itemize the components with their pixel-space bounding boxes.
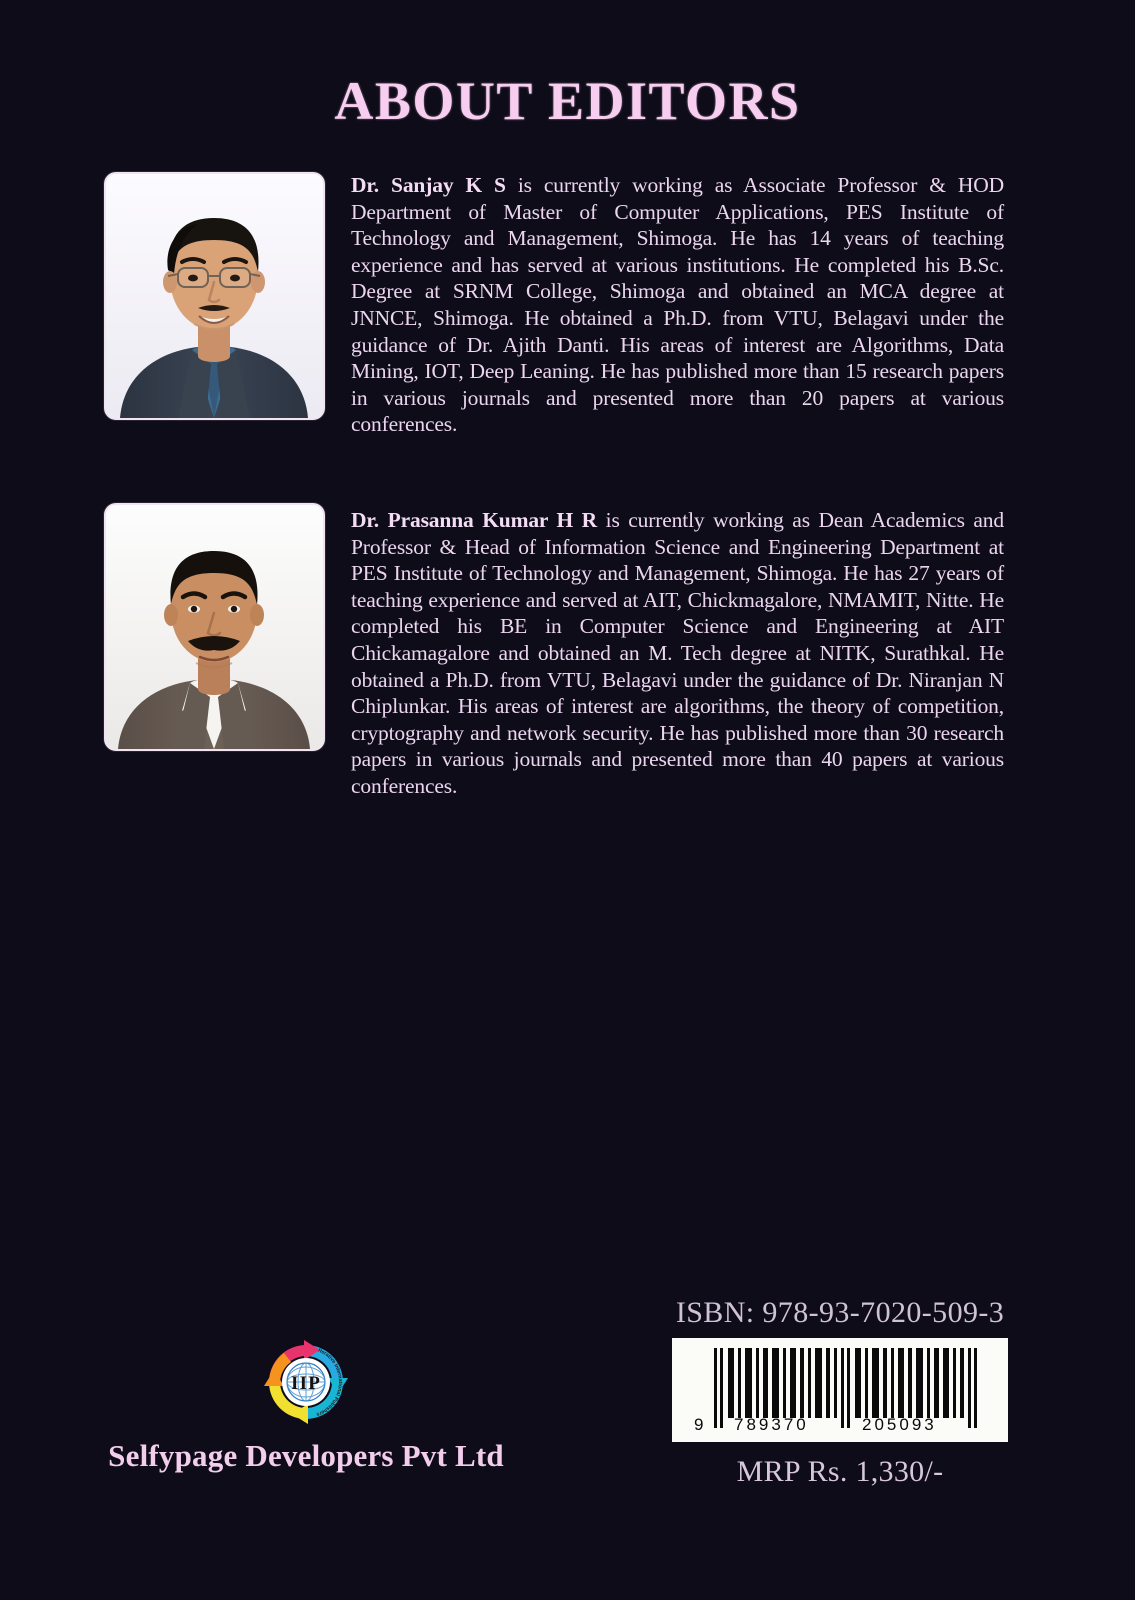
iip-logo-text: IIP	[291, 1373, 321, 1394]
barcode-group-2: 205093	[862, 1415, 937, 1434]
editor-photo-2	[104, 503, 325, 751]
editor-name-1: Dr. Sanjay K S	[351, 173, 506, 197]
ean13-barcode-icon	[672, 1338, 1008, 1442]
publisher-name: Selfypage Developers Pvt Ltd	[108, 1438, 504, 1473]
portrait-illustration	[106, 505, 323, 749]
editor-bio-text-1: is currently working as Associate Professor & HOD Department of Master of Computer Applications, PES Institute of Technology and Management, Shimoga. He has 14 years of teaching experience and has served at various institutions. He completed his B.Sc. Degree at SRNM College, Shimoga and obtained an MCA degree at JNNCE, Shimoga. He obtained a Ph.D. from VTU, Belagavi under the guidance of Dr. Ajith Danti. His areas of interest are Algorithms, Data Mining, IOT, Deep Leaning. He has published more than 15 research papers in various journals and presented more than 20 papers at various conferences.	[351, 173, 1004, 437]
mrp-label: MRP Rs. 1,330/-	[736, 1455, 944, 1488]
iip-logo-icon	[258, 1334, 354, 1430]
editor-bio-2	[351, 507, 1004, 800]
page-title: ABOUT EDITORS	[334, 71, 801, 131]
publisher-block	[96, 1334, 516, 1474]
logo-ring-text: Iterative International Publishers	[315, 1347, 343, 1418]
editor-name-2: Dr. Prasanna Kumar H R	[351, 508, 598, 532]
barcode	[672, 1338, 1008, 1442]
isbn-block	[665, 1296, 1015, 1489]
editor-entry	[104, 503, 1004, 800]
portrait-illustration	[106, 174, 323, 418]
editor-bio-text-2: is currently working as Dean Academics and Professor & Head of Information Science and Engineering Department at PES Institute of Technology and Management, Shimoga. He has 27 years of teaching experience and served at AIT, Chickmagalore, NMAMIT, Nitte. He completed his BE in Computer Science and Engineering at AIT Chickamagalore and obtained an M. Tech degree at NITK, Surathkal. He obtained a Ph.D. from VTU, Belagavi under the guidance of Dr. Niranjan N Chiplunkar. His areas of interest are algorithms, the theory of competition, cryptography and network security. He has published more than 30 research papers in various journals and presented more than 40 papers at various conferences.	[351, 508, 1004, 798]
barcode-group-1: 789370	[734, 1415, 809, 1434]
editor-photo-1	[104, 172, 325, 420]
editor-entry	[104, 172, 1004, 438]
publisher-logo	[258, 1334, 354, 1430]
isbn-label: ISBN: 978-93-7020-509-3	[675, 1296, 1005, 1329]
editor-bio-1	[351, 172, 1004, 438]
barcode-left-digit: 9	[694, 1415, 704, 1434]
